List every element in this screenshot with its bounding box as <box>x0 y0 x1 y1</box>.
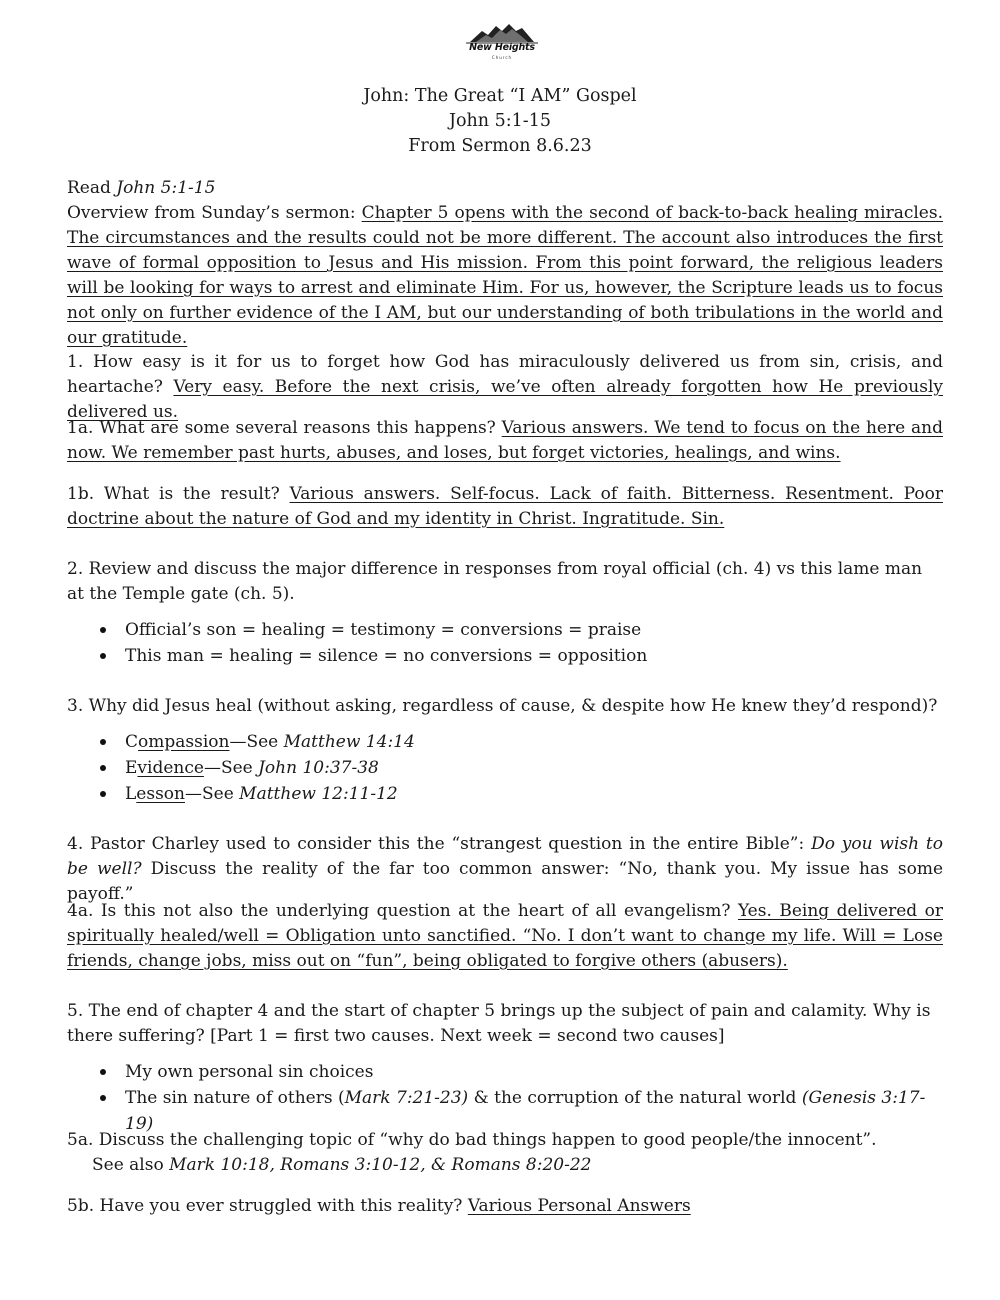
question-5a <box>67 1128 943 1178</box>
initial-letter: E <box>125 758 138 778</box>
church-logo <box>462 22 542 68</box>
question-text: 3. Why did Jesus heal (without asking, regardless of cause, & despite how He knew they’d respond)? <box>67 696 938 716</box>
question-text: 1a. What are some several reasons this happens? <box>67 418 502 438</box>
overview-text: Chapter 5 opens with the second of back-to-back healing miracles. The circumstances and the results could not be more different. The account also introduces the first wave of formal opposition to Jesus and His mission. From this point forward, the religious leaders will be looking for ways to arrest and eliminate Him. For us, however, the Scripture leads us to focus not only on further evidence of the I AM, but our understanding of both tribulations in the world and our gratitude. <box>67 203 943 348</box>
scripture-reference: John 10:37-38 <box>258 758 379 778</box>
answer-text: Various answers. Self-focus. Lack of faith. Bitterness. Resentment. Poor doctrine about the nature of God and my identity in Christ. Ingratitude. Sin. <box>67 484 943 529</box>
list-item <box>67 781 943 807</box>
question-text: 1. How easy is it for us to forget how God has miraculously delivered us from sin, crisis, and heartache? <box>67 352 943 397</box>
question-3 <box>67 694 943 807</box>
question-5 <box>67 999 943 1137</box>
question-quote: Do you wish to be well? <box>67 834 944 879</box>
see-also-line <box>67 1153 943 1178</box>
question-text: 1b. What is the result? <box>67 484 290 504</box>
bullet-list <box>67 729 943 807</box>
overview-section <box>67 176 943 351</box>
initial-letter: C <box>125 732 139 752</box>
answer-text: Various Personal Answers <box>467 1196 691 1216</box>
question-1 <box>67 350 943 425</box>
question-text: 4a. Is this not also the underlying question at the heart of all evangelism? <box>67 901 738 921</box>
question-text: 5b. Have you ever struggled with this reality? <box>67 1196 468 1216</box>
question-1b <box>67 482 943 532</box>
logo-subtitle: Church <box>491 55 513 60</box>
list-item <box>67 729 943 755</box>
see-label: —See <box>229 732 284 752</box>
question-4 <box>67 832 943 907</box>
question-4a <box>67 899 943 974</box>
passage-reference: John 5:1-15 <box>448 111 551 131</box>
keyword: ompassion <box>138 732 230 752</box>
bullet-text: The sin nature of others ( <box>125 1088 345 1108</box>
see-label: —See <box>185 784 240 804</box>
list-item: Official’s son = healing = testimony = conversions = praise <box>67 617 943 643</box>
bullet-text: & the corruption of the natural world <box>468 1088 802 1108</box>
question-text: 5a. Discuss the challenging topic of “why do bad things happen to good people/the innocent”. <box>67 1130 877 1150</box>
logo-name: New Heights <box>469 42 535 53</box>
scripture-reference: Mark 7:21-23) <box>344 1088 469 1108</box>
see-label: —See <box>203 758 259 778</box>
scripture-references: Mark 10:18, Romans 3:10-12, & Romans 8:20-22 <box>169 1155 592 1175</box>
scripture-reference: (Genesis 3:17-19) <box>125 1088 926 1134</box>
bullet-list <box>67 617 943 669</box>
read-label: Read <box>67 178 117 198</box>
keyword: vidence <box>137 758 204 778</box>
question-text: 4. Pastor Charley used to consider this the “strangest question in the entire Bible”: <box>67 834 812 854</box>
list-item <box>67 755 943 781</box>
answer-text: Various answers. We tend to focus on the here and now. We remember past hurts, abuses, and loses, but forget victories, healings, and wins. <box>67 418 943 463</box>
read-reference: John 5:1-15 <box>116 178 216 198</box>
overview-label: Overview from Sunday’s sermon: <box>67 203 362 223</box>
answer-text: Very easy. Before the next crisis, we’ve often already forgotten how He previously delivered us. <box>67 377 944 422</box>
read-line <box>67 176 943 201</box>
bullet-list <box>67 1059 943 1137</box>
question-text: 2. Review and discuss the major difference in responses from royal official (ch. 4) vs this lame man at the Temple gate (ch. 5). <box>67 559 923 604</box>
question-5b <box>67 1194 943 1219</box>
sermon-date: From Sermon 8.6.23 <box>408 136 592 156</box>
document-header <box>0 84 1000 159</box>
mountain-logo-icon <box>462 22 542 44</box>
answer-text: Yes. Being delivered or spiritually healed/well = Obligation unto sanctified. “No. I don’t want to change my life. Will = Lose friends, change jobs, miss out on “fun”, being obligated to forgive others (abusers). <box>67 901 943 971</box>
scripture-reference: Matthew 12:11-12 <box>239 784 398 804</box>
list-item: This man = healing = silence = no conversions = opposition <box>67 643 943 669</box>
question-1a <box>67 416 943 466</box>
initial-letter: L <box>125 784 137 804</box>
question-rest: Discuss the reality of the far too common answer: “No, thank you. My issue has some payoff.” <box>67 859 944 904</box>
question-text: 5. The end of chapter 4 and the start of chapter 5 brings up the subject of pain and calamity. Why is there suffering? [Part 1 = first two causes. Next week = second two causes] <box>67 1001 931 1046</box>
question-2 <box>67 557 943 669</box>
overview-paragraph <box>67 201 943 351</box>
see-also-label: See also <box>92 1155 170 1175</box>
document-title: John: The Great “I AM” Gospel <box>363 86 637 106</box>
scripture-reference: Matthew 14:14 <box>283 732 415 752</box>
list-item: My own personal sin choices <box>67 1059 943 1085</box>
keyword: esson <box>136 784 185 804</box>
